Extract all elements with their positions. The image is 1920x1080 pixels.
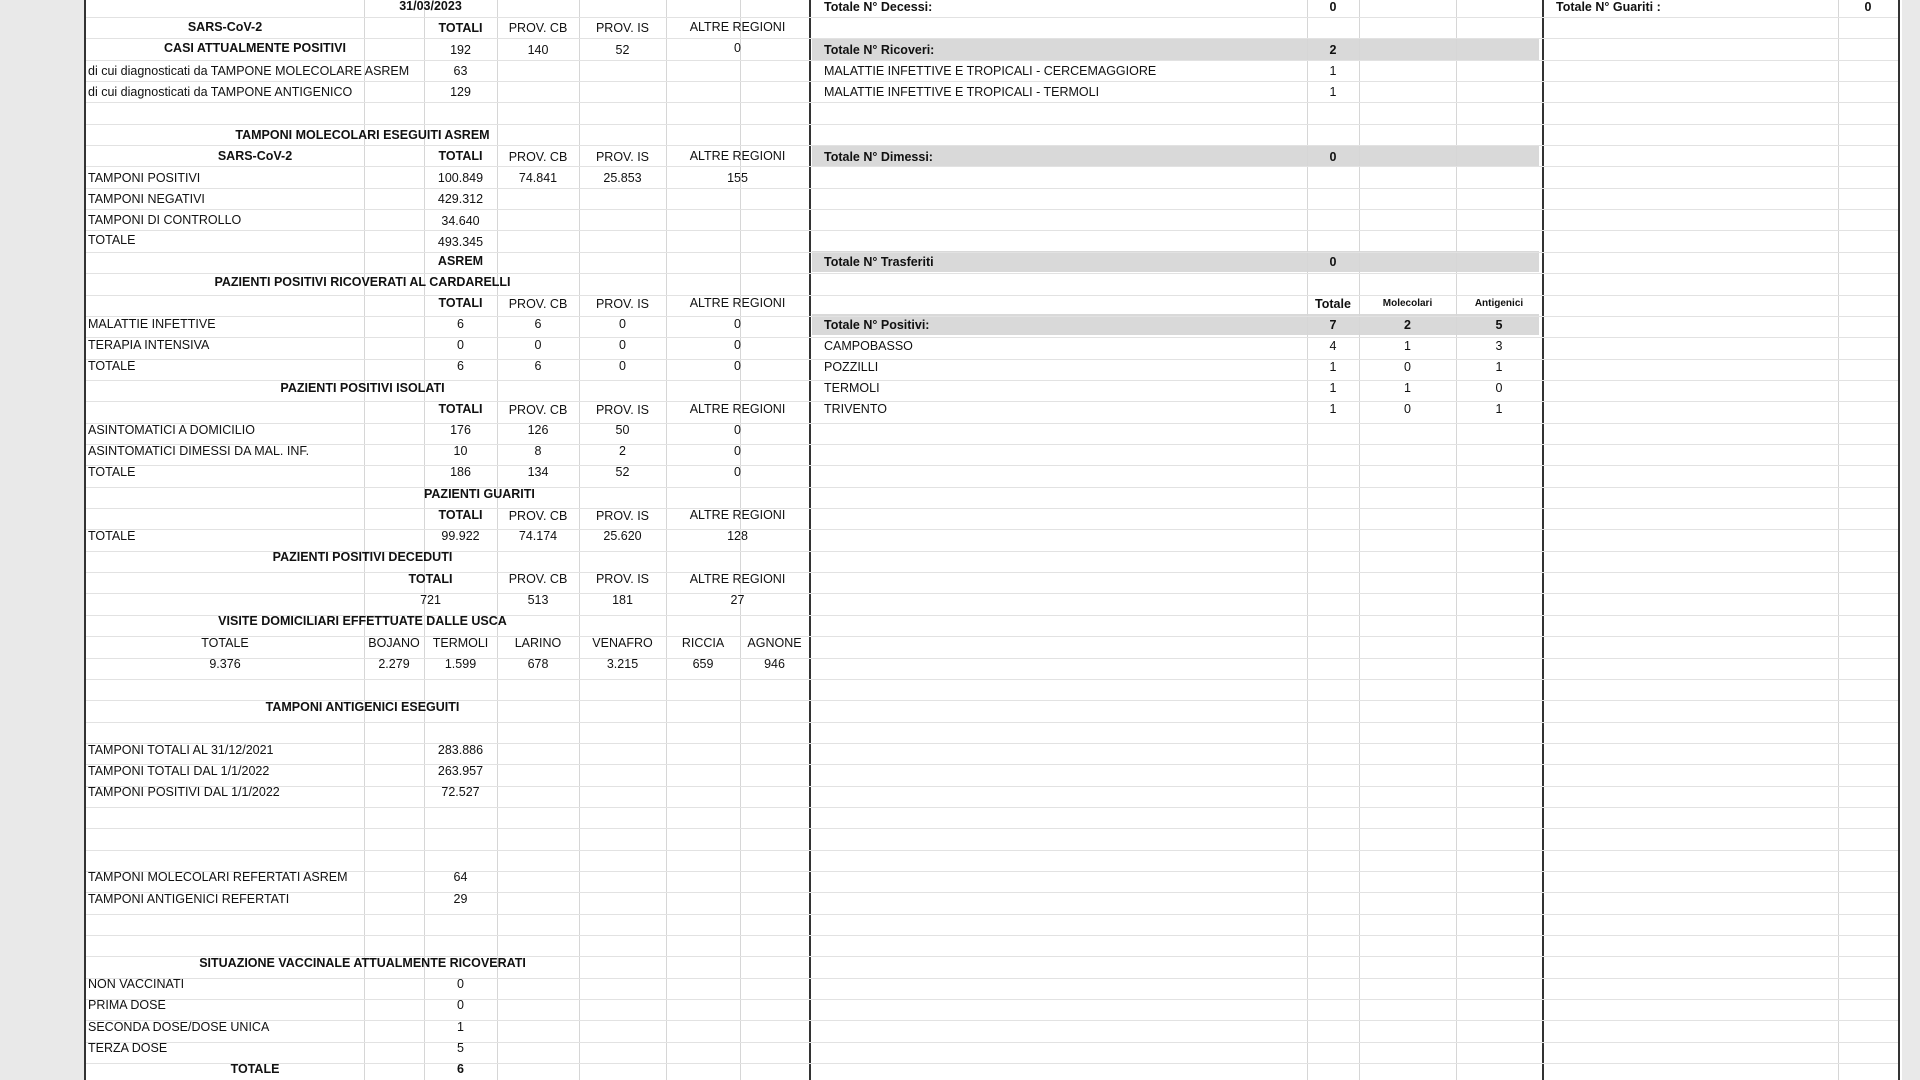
- grid-line: [1542, 145, 1898, 146]
- comune-value: 1: [1329, 381, 1337, 395]
- iso-row-value: 0: [734, 465, 741, 479]
- mol-row-value: 100.849: [437, 171, 484, 185]
- comune-value: 1: [1495, 360, 1503, 374]
- grid-line: [1542, 722, 1898, 723]
- vacc-row-value: 0: [457, 977, 464, 991]
- grid-line: [1542, 1063, 1898, 1064]
- gua-row-value: 99.922: [441, 529, 480, 543]
- grid-line: [809, 230, 1542, 231]
- ric-header-is: PROV. IS: [595, 297, 650, 311]
- grid-line: [809, 81, 1542, 82]
- trasferiti-label: Totale N° Trasferiti: [824, 255, 934, 269]
- mol-row-label: TAMPONI POSITIVI: [88, 171, 201, 185]
- grid-line: [809, 145, 1542, 146]
- ric-row-value: 6: [534, 359, 542, 373]
- ric-row-value: 0: [734, 338, 741, 352]
- mol-header-totali: TOTALI: [438, 149, 483, 163]
- usca-value: 2.279: [378, 657, 410, 671]
- grid-line: [809, 956, 1542, 957]
- vacc-row-value: 5: [457, 1041, 464, 1055]
- guariti-title: PAZIENTI GUARITI: [424, 487, 535, 501]
- grid-line: [1542, 124, 1898, 125]
- dec-value: 181: [612, 593, 633, 607]
- deceduti-title: PAZIENTI POSITIVI DECEDUTI: [272, 550, 453, 564]
- grid-line: [809, 551, 1542, 552]
- grid-line: [1542, 337, 1898, 338]
- grid-line: [1542, 508, 1898, 509]
- refertati-label: TAMPONI MOLECOLARI REFERTATI ASREM: [88, 870, 348, 884]
- grid-line: [809, 423, 1542, 424]
- dimessi-value: 0: [1329, 150, 1337, 164]
- grid-line: [809, 508, 1542, 509]
- dec-value: 27: [730, 593, 745, 607]
- grid-line: [809, 828, 1542, 829]
- grid-line: [809, 166, 1542, 167]
- grid-line: [1542, 273, 1898, 274]
- vacc-total-label: TOTALE: [230, 1062, 280, 1076]
- vacc-row-label: TERZA DOSE: [88, 1041, 168, 1055]
- grid-line: [809, 743, 1542, 744]
- molecolari-sars-label: SARS-CoV-2: [217, 149, 293, 163]
- header-totali: TOTALI: [438, 21, 483, 35]
- grid-line: [86, 679, 809, 680]
- mol-header-altre: ALTRE REGIONI: [689, 149, 786, 163]
- ant-row-label: TAMPONI POSITIVI DAL 1/1/2022: [88, 785, 280, 799]
- vacc-row-label: PRIMA DOSE: [88, 998, 166, 1012]
- ricoveri-row-value: 1: [1329, 85, 1337, 99]
- grid-line: [86, 102, 809, 103]
- ant-row-value: 263.957: [437, 764, 484, 778]
- casi-cb: 140: [527, 43, 549, 57]
- grid-line: [1542, 188, 1898, 189]
- iso-row-value: 0: [734, 423, 741, 437]
- comune-label: TERMOLI: [824, 381, 880, 395]
- comune-value: 1: [1404, 381, 1411, 395]
- grid-line: [809, 786, 1542, 787]
- grid-line: [1542, 956, 1898, 957]
- positivi-value: 2: [1404, 318, 1411, 332]
- isolati-title: PAZIENTI POSITIVI ISOLATI: [280, 381, 445, 395]
- dec-header-totali: TOTALI: [408, 572, 453, 586]
- grid-line: [809, 188, 1542, 189]
- grid-line: [1542, 401, 1898, 402]
- grid-line: [1542, 850, 1898, 851]
- grid-line: [809, 465, 1542, 466]
- grid-line: [1542, 38, 1898, 39]
- grid-line: [86, 722, 809, 723]
- usca-value: 946: [764, 657, 785, 671]
- grid-line: [809, 444, 1542, 445]
- dec-header-cb: PROV. CB: [508, 572, 568, 586]
- grid-line: [1542, 786, 1898, 787]
- grid-line: [86, 828, 809, 829]
- grid-line: [1542, 999, 1898, 1000]
- usca-value: 678: [527, 657, 549, 671]
- iso-row-value: 52: [615, 465, 630, 479]
- grid-line: [809, 850, 1542, 851]
- ric-header-cb: PROV. CB: [508, 297, 568, 311]
- grid-line: [1542, 914, 1898, 915]
- usca-header: LARINO: [514, 636, 562, 650]
- grid-line: [1542, 81, 1898, 82]
- grid-line: [809, 487, 1542, 488]
- guariti-value: 0: [1864, 0, 1872, 14]
- grid-line: [1542, 465, 1898, 466]
- mol-row-value: 74.841: [518, 171, 558, 185]
- gua-row-value: 74.174: [518, 529, 558, 543]
- grid-line: [809, 807, 1542, 808]
- casi-antigenico-label: di cui diagnosticati da TAMPONE ANTIGENICO: [88, 85, 353, 99]
- grid-line: [1542, 892, 1898, 893]
- comune-value: 4: [1329, 339, 1337, 353]
- vaccinale-title: SITUAZIONE VACCINALE ATTUALMENTE RICOVERATI: [199, 956, 526, 970]
- report-date: 31/03/2023: [399, 0, 462, 13]
- dec-header-altre: ALTRE REGIONI: [689, 572, 786, 586]
- grid-line: [1542, 1020, 1898, 1021]
- ric-row-value: 0: [619, 317, 626, 331]
- grid-line: [86, 914, 809, 915]
- grid-line: [1542, 658, 1898, 659]
- ant-row-label: TAMPONI TOTALI AL 31/12/2021: [88, 743, 274, 757]
- grid-line: [1542, 807, 1898, 808]
- grid-line: [809, 102, 1542, 103]
- grid-line: [86, 81, 809, 82]
- ricoveri-label: Totale N° Ricoveri:: [824, 43, 935, 57]
- grid-line: [1542, 615, 1898, 616]
- iso-row-label: TOTALE: [88, 465, 136, 479]
- grid-line: [809, 914, 1542, 915]
- header-altre-regioni: ALTRE REGIONI: [689, 20, 786, 34]
- ric-row-value: 6: [457, 317, 464, 331]
- grid-line: [809, 871, 1542, 872]
- grid-line: [86, 188, 809, 189]
- casi-totali: 192: [450, 43, 471, 57]
- grid-line: [1542, 871, 1898, 872]
- dec-header-is: PROV. IS: [595, 572, 650, 586]
- ricoveri-row-value: 1: [1329, 64, 1337, 78]
- comune-value: 0: [1404, 402, 1411, 416]
- mol-row-label: TAMPONI DI CONTROLLO: [88, 213, 242, 227]
- ric-row-value: 0: [734, 359, 741, 373]
- grid-line: [86, 850, 809, 851]
- grid-line: [809, 722, 1542, 723]
- grid-line: [1542, 1042, 1898, 1043]
- comune-label: CAMPOBASSO: [824, 339, 913, 353]
- decessi-value: 0: [1329, 0, 1337, 14]
- mol-row-value: 155: [727, 171, 748, 185]
- dec-value: 513: [527, 593, 549, 607]
- grid-line: [1542, 295, 1898, 296]
- grid-line: [1542, 209, 1898, 210]
- grid-line: [809, 764, 1542, 765]
- molecolari-title: TAMPONI MOLECOLARI ESEGUITI ASREM: [235, 128, 490, 142]
- grid-line: [86, 230, 809, 231]
- iso-header-totali: TOTALI: [438, 402, 483, 416]
- asrem-label: ASREM: [437, 254, 484, 268]
- mol-header-is: PROV. IS: [595, 150, 650, 164]
- dimessi-label: Totale N° Dimessi:: [824, 150, 933, 164]
- mol-row-label: TOTALE: [88, 233, 136, 247]
- grid-line: [1542, 444, 1898, 445]
- grid-line: [86, 807, 809, 808]
- sars-label: SARS-CoV-2: [187, 20, 263, 34]
- iso-row-value: 10: [453, 444, 468, 458]
- usca-header: BOJANO: [368, 636, 420, 650]
- gua-header-cb: PROV. CB: [508, 509, 568, 523]
- grid-line: [809, 615, 1542, 616]
- comune-label: TRIVENTO: [824, 402, 887, 416]
- ric-row-label: TOTALE: [88, 359, 136, 373]
- ric-row-value: 0: [734, 317, 741, 331]
- vacc-row-value: 1: [457, 1020, 464, 1034]
- grid-line: [1542, 551, 1898, 552]
- iso-row-value: 176: [450, 423, 471, 437]
- guariti-label: Totale N° Guariti :: [1556, 0, 1661, 14]
- grid-line: [1542, 828, 1898, 829]
- grid-line: [1542, 102, 1898, 103]
- grid-line: [809, 999, 1542, 1000]
- ric-row-value: 6: [457, 359, 464, 373]
- header-prov-cb: PROV. CB: [508, 21, 568, 35]
- usca-value: 9.376: [209, 657, 241, 671]
- grid-line: [809, 1063, 1542, 1064]
- comune-value: 1: [1495, 402, 1503, 416]
- ric-row-label: TERAPIA INTENSIVA: [88, 338, 210, 352]
- grid-line: [1542, 593, 1898, 594]
- ric-row-value: 0: [619, 338, 626, 352]
- comune-value: 3: [1495, 339, 1503, 353]
- pos-header-molecolari: Molecolari: [1382, 298, 1433, 309]
- ricoveri-value: 2: [1329, 43, 1337, 57]
- grid-line: [1542, 423, 1898, 424]
- comune-value: 0: [1404, 360, 1411, 374]
- ricoveri-row-label: MALATTIE INFETTIVE E TROPICALI - CERCEMAGGIORE: [824, 64, 1157, 78]
- vacc-row-value: 0: [457, 998, 464, 1012]
- grid-line: [809, 209, 1542, 210]
- pos-header-totale: Totale: [1315, 297, 1351, 311]
- grid-line: [809, 1020, 1542, 1021]
- header-prov-is: PROV. IS: [595, 21, 650, 35]
- iso-row-label: ASINTOMATICI DIMESSI DA MAL. INF.: [88, 444, 310, 458]
- comune-label: POZZILLI: [824, 360, 879, 374]
- ric-row-label: MALATTIE INFETTIVE: [88, 317, 216, 331]
- usca-value: 659: [692, 657, 714, 671]
- iso-row-value: 2: [619, 444, 626, 458]
- grid-line: [86, 145, 809, 146]
- mol-row-value: 34.640: [441, 214, 480, 228]
- casi-altre: 0: [734, 41, 741, 55]
- grid-line: [809, 658, 1542, 659]
- gua-row-label: TOTALE: [88, 529, 136, 543]
- vacc-row-label: SECONDA DOSE/DOSE UNICA: [88, 1020, 270, 1034]
- gua-row-value: 128: [727, 529, 748, 543]
- positivi-value: 5: [1495, 318, 1503, 332]
- usca-header: RICCIA: [681, 636, 725, 650]
- iso-row-label: ASINTOMATICI A DOMICILIO: [88, 423, 255, 437]
- grid-line: [1542, 636, 1898, 637]
- pos-header-antigenici: Antigenici: [1474, 298, 1524, 309]
- iso-row-value: 8: [534, 444, 542, 458]
- grid-line: [809, 273, 1542, 274]
- casi-title: CASI ATTUALMENTE POSITIVI: [164, 41, 346, 55]
- ric-header-altre: ALTRE REGIONI: [689, 296, 786, 310]
- decessi-label: Totale N° Decessi:: [824, 0, 933, 14]
- casi-molecolare-label: di cui diagnosticati da TAMPONE MOLECOLARE ASREM: [88, 64, 410, 78]
- ant-row-value: 72.527: [441, 785, 480, 799]
- grid-line: [1542, 935, 1898, 936]
- casi-molecolare-value: 63: [453, 64, 468, 78]
- grid-line: [1542, 700, 1898, 701]
- grid-line: [809, 636, 1542, 637]
- ric-row-value: 0: [619, 359, 626, 373]
- grid-line: [1542, 572, 1898, 573]
- vacc-total-value: 6: [457, 1062, 464, 1076]
- grid-line: [809, 679, 1542, 680]
- gua-header-totali: TOTALI: [438, 508, 483, 522]
- iso-row-value: 186: [450, 465, 471, 479]
- grid-line: [1542, 743, 1898, 744]
- comune-value: 1: [1329, 360, 1337, 374]
- gua-header-altre: ALTRE REGIONI: [689, 508, 786, 522]
- casi-antigenico-value: 129: [450, 85, 471, 99]
- ricoverati-title: PAZIENTI POSITIVI RICOVERATI AL CARDARELLI: [214, 275, 511, 289]
- grid-line: [1542, 316, 1898, 317]
- ant-row-label: TAMPONI TOTALI DAL 1/1/2022: [88, 764, 270, 778]
- usca-header: TOTALE: [201, 636, 249, 650]
- grid-line: [809, 1042, 1542, 1043]
- iso-row-value: 0: [734, 444, 741, 458]
- grid-line: [809, 38, 1542, 39]
- gua-row-value: 25.620: [603, 529, 642, 543]
- positivi-label: Totale N° Positivi:: [824, 318, 930, 332]
- comune-value: 1: [1404, 339, 1411, 353]
- refertati-value: 64: [453, 870, 468, 884]
- iso-header-altre: ALTRE REGIONI: [689, 402, 786, 416]
- iso-row-value: 126: [527, 423, 549, 437]
- grid-line: [809, 978, 1542, 979]
- gua-header-is: PROV. IS: [595, 509, 650, 523]
- grid-line: [86, 166, 809, 167]
- ric-row-value: 0: [534, 338, 542, 352]
- grid-line: [809, 593, 1542, 594]
- grid-line: [1542, 380, 1898, 381]
- mol-row-value: 25.853: [603, 171, 642, 185]
- mol-header-cb: PROV. CB: [508, 150, 568, 164]
- spreadsheet-page: [84, 0, 1902, 1080]
- positivi-value: 7: [1329, 318, 1337, 332]
- grid-line: [86, 60, 809, 61]
- casi-is: 52: [615, 43, 630, 57]
- refertati-label: TAMPONI ANTIGENICI REFERTATI: [88, 892, 290, 906]
- usca-value: 3.215: [606, 657, 639, 671]
- usca-header: TERMOLI: [432, 636, 489, 650]
- grid-line: [809, 529, 1542, 530]
- grid-line: [1542, 166, 1898, 167]
- grid-line: [809, 572, 1542, 573]
- grid-line: [809, 935, 1542, 936]
- grid-line: [86, 935, 809, 936]
- vacc-row-label: NON VACCINATI: [88, 977, 185, 991]
- refertati-value: 29: [453, 892, 468, 906]
- grid-line: [1542, 359, 1898, 360]
- grid-line: [86, 209, 809, 210]
- mol-row-label: TAMPONI NEGATIVI: [88, 192, 205, 206]
- grid-line: [1542, 978, 1898, 979]
- usca-header: VENAFRO: [592, 636, 653, 650]
- grid-line: [86, 124, 809, 125]
- dec-value: 721: [420, 593, 441, 607]
- grid-line: [1542, 230, 1898, 231]
- usca-title: VISITE DOMICILIARI EFFETTUATE DALLE USCA: [218, 614, 507, 628]
- iso-row-value: 134: [527, 465, 549, 479]
- ric-row-value: 6: [534, 317, 542, 331]
- iso-row-value: 50: [615, 423, 630, 437]
- ant-row-value: 283.886: [437, 743, 484, 757]
- grid-line: [1542, 679, 1898, 680]
- grid-line: [1542, 252, 1898, 253]
- ric-header-totali: TOTALI: [438, 296, 483, 310]
- grid-line: [809, 700, 1542, 701]
- trasferiti-value: 0: [1329, 255, 1337, 269]
- comune-value: 1: [1329, 402, 1337, 416]
- mol-row-value: 429.312: [437, 192, 484, 206]
- iso-header-is: PROV. IS: [595, 403, 650, 417]
- antigenici-title: TAMPONI ANTIGENICI ESEGUITI: [265, 700, 460, 714]
- usca-value: 1.599: [444, 657, 477, 671]
- ricoveri-row-label: MALATTIE INFETTIVE E TROPICALI - TERMOLI: [824, 85, 1100, 99]
- iso-header-cb: PROV. CB: [508, 403, 568, 417]
- grid-line: [809, 892, 1542, 893]
- mol-row-value: 493.345: [437, 235, 484, 249]
- ric-row-value: 0: [457, 338, 464, 352]
- grid-line: [809, 17, 1542, 18]
- grid-line: [1542, 764, 1898, 765]
- comune-value: 0: [1495, 381, 1503, 395]
- grid-line: [809, 60, 1542, 61]
- grid-line: [809, 124, 1542, 125]
- grid-line: [1542, 60, 1898, 61]
- grid-line: [1542, 487, 1898, 488]
- grid-line: [1542, 17, 1898, 18]
- grid-line: [1542, 529, 1898, 530]
- usca-header: AGNONE: [747, 636, 802, 650]
